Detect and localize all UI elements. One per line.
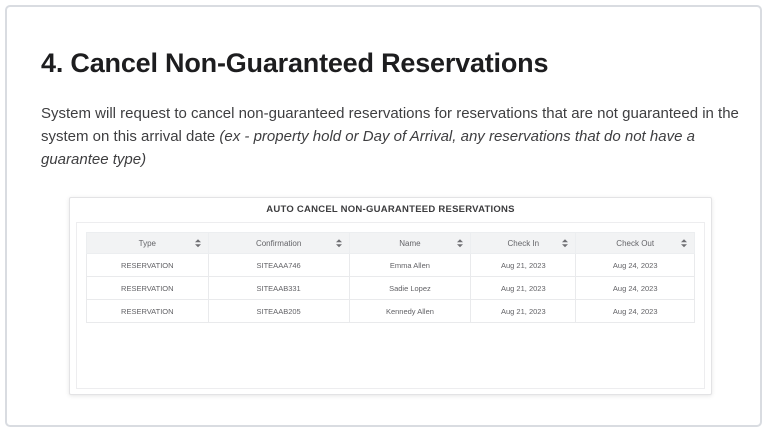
table-header-row [87, 233, 695, 254]
reservations-table [86, 232, 695, 323]
sort-icon[interactable] [681, 239, 687, 247]
column-header-label: Check In [507, 238, 540, 248]
cell-check-in: Aug 21, 2023 [471, 300, 576, 323]
sort-icon[interactable] [457, 239, 463, 247]
section-heading: 4. Cancel Non-Guaranteed Reservations [41, 48, 549, 78]
cell-confirmation: SITEAAB331 [208, 277, 349, 300]
auto-cancel-report-card [69, 197, 712, 395]
column-header-confirmation[interactable] [208, 233, 349, 254]
cell-name: Emma Allen [349, 254, 471, 277]
table-panel [76, 222, 705, 389]
sort-icon[interactable] [336, 239, 342, 247]
report-title: AUTO CANCEL NON-GUARANTEED RESERVATIONS [266, 204, 515, 215]
table-row [87, 277, 695, 300]
column-header-label: Confirmation [255, 238, 302, 248]
description-example-text: (ex - property hold or Day of Arrival, any reservations that do not have a guarantee type) [41, 128, 695, 168]
cell-check-in: Aug 21, 2023 [471, 254, 576, 277]
cell-check-out: Aug 24, 2023 [576, 300, 695, 323]
column-header-label: Check Out [616, 238, 655, 248]
sort-icon[interactable] [562, 239, 568, 247]
column-header-name[interactable] [349, 233, 471, 254]
table-row [87, 300, 695, 323]
cell-type: RESERVATION [87, 254, 209, 277]
sort-icon[interactable] [195, 239, 201, 247]
cell-check-out: Aug 24, 2023 [576, 277, 695, 300]
page-border-frame [5, 5, 762, 427]
column-header-check-out[interactable] [576, 233, 695, 254]
cell-name: Kennedy Allen [349, 300, 471, 323]
column-header-type[interactable] [87, 233, 209, 254]
column-header-label: Name [399, 238, 421, 248]
cell-confirmation: SITEAAA746 [208, 254, 349, 277]
cell-check-out: Aug 24, 2023 [576, 254, 695, 277]
cell-name: Sadie Lopez [349, 277, 471, 300]
column-header-label: Type [138, 238, 156, 248]
cell-type: RESERVATION [87, 277, 209, 300]
table-row [87, 254, 695, 277]
cell-confirmation: SITEAAB205 [208, 300, 349, 323]
cell-check-in: Aug 21, 2023 [471, 277, 576, 300]
description-text: System will request to cancel non-guaranteed reservations for reservations that are not guaranteed in the system on this arrival date [41, 105, 739, 145]
cell-type: RESERVATION [87, 300, 209, 323]
column-header-check-in[interactable] [471, 233, 576, 254]
section-description [41, 102, 743, 171]
